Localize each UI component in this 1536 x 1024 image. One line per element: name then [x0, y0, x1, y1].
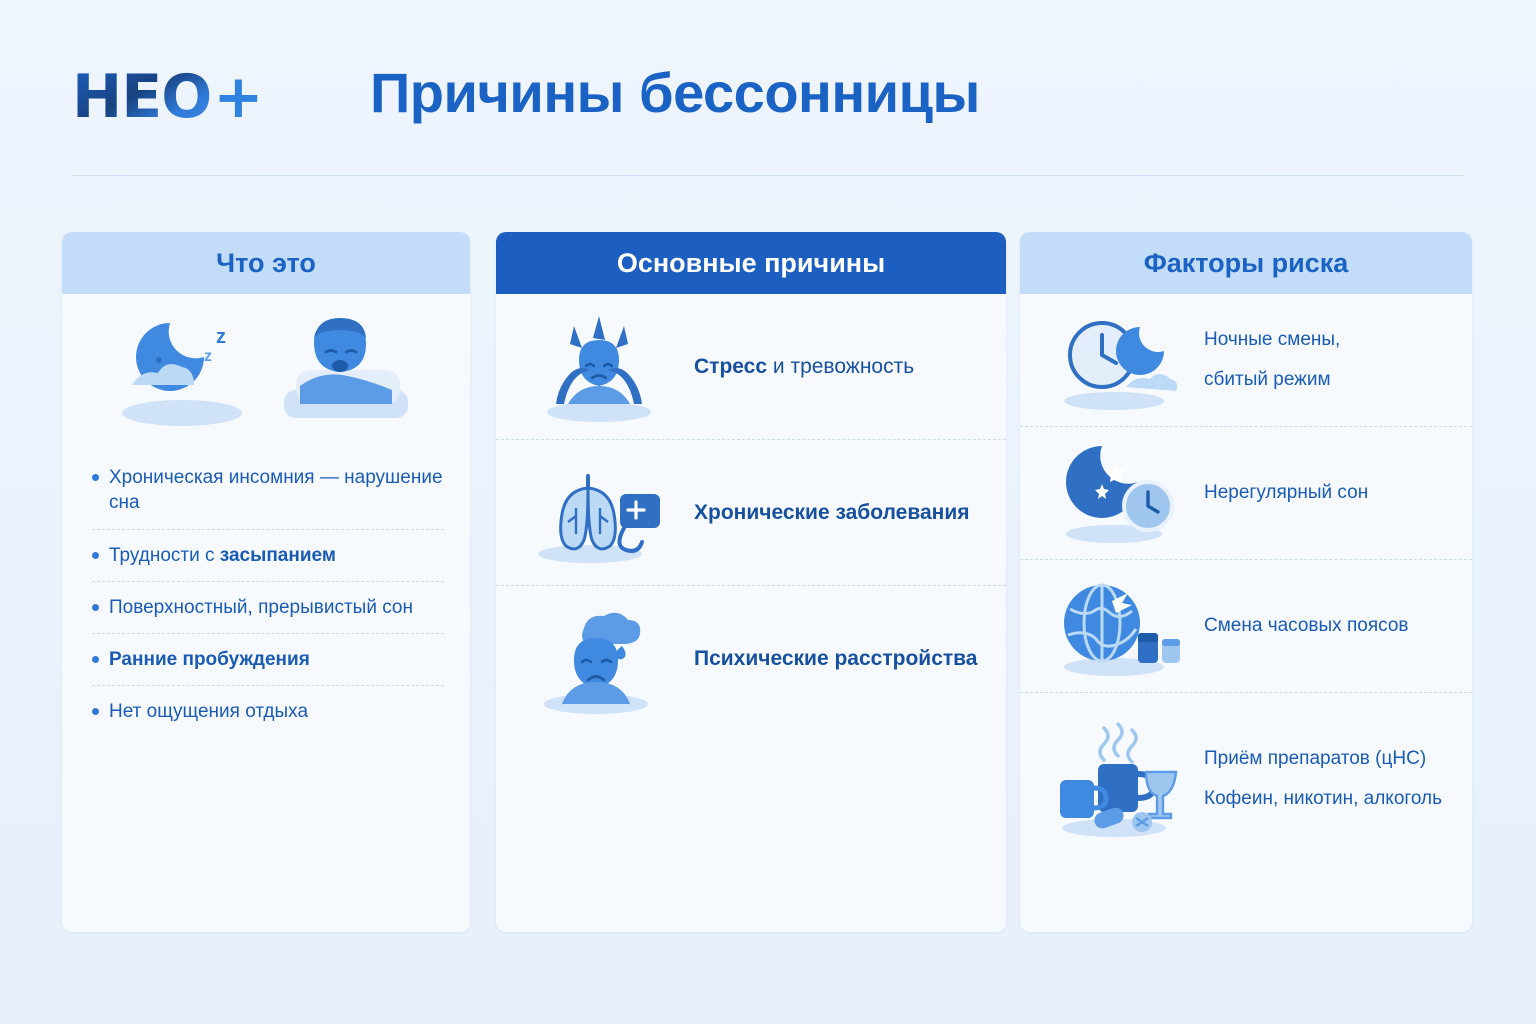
bullet-dot-icon [92, 474, 99, 481]
card-risk-factors-title: Факторы риска [1020, 232, 1472, 294]
coffee-wine-pills-icon [1040, 718, 1192, 840]
risk-text [1204, 745, 1442, 812]
logo-plus-icon: + [213, 62, 264, 132]
cause-label-rest: и тревожность [767, 354, 915, 378]
risk-row [1020, 560, 1472, 693]
globe-pills-icon [1040, 573, 1192, 679]
card-main-causes-body [496, 294, 1006, 932]
risk-text-line1: Приём препаратов (цНС) [1204, 748, 1427, 770]
bullet-dot-icon [92, 656, 99, 663]
cause-label [694, 645, 977, 672]
list-item [92, 634, 444, 686]
brand-logo [72, 62, 312, 132]
columns-container [0, 232, 1536, 938]
cause-label-bold: Стресс [694, 354, 768, 378]
card-what-is [62, 232, 470, 932]
stressed-head-icon [518, 308, 680, 426]
what-is-illustration [62, 294, 470, 452]
clock-moon-icon [1040, 307, 1192, 413]
list-item [92, 530, 444, 582]
list-item-label: Ранние пробуждения [109, 649, 310, 671]
cause-label-bold: Хронические заболевания [694, 500, 970, 524]
cause-label-bold: Психические расстройства [694, 647, 978, 671]
page-title: Причины бессонницы [370, 61, 980, 124]
risk-row [1020, 427, 1472, 560]
header-divider [72, 175, 1464, 176]
risk-text-line2: Кофеин, никотин, алкоголь [1204, 788, 1443, 809]
cause-label [694, 499, 969, 526]
risk-text-line1: Смена часовых поясов [1204, 615, 1409, 637]
list-item [92, 686, 444, 737]
risk-row [1020, 693, 1472, 865]
sleeping-person-icon [270, 308, 420, 438]
cause-row [496, 294, 1006, 440]
card-what-is-title: Что это [62, 232, 470, 294]
sad-face-cloud-icon [518, 600, 680, 718]
card-what-is-body [62, 294, 470, 932]
svg-text:z: z [204, 348, 212, 365]
list-item [92, 582, 444, 634]
bullet-dot-icon [92, 552, 99, 559]
risk-row [1020, 294, 1472, 427]
list-item-label: Хроническая инсомния — нарушение сна [109, 467, 443, 514]
logo-wordmark: HEO [72, 62, 212, 132]
list-item-label: Нет ощущения отдыха [109, 701, 309, 723]
risk-text [1204, 326, 1340, 393]
moon-stars-clock-icon [1040, 440, 1192, 546]
cause-label [694, 353, 914, 380]
cause-row [496, 440, 1006, 586]
svg-text:z: z [216, 326, 226, 348]
list-item [92, 452, 444, 530]
moon-zzz-icon [112, 313, 262, 433]
bullet-dot-icon [92, 708, 99, 715]
risk-text-line1: Ночные смены, [1204, 329, 1341, 351]
risk-text [1204, 612, 1408, 640]
what-is-list [62, 452, 470, 738]
card-risk-factors-body [1020, 294, 1472, 932]
lungs-monitor-icon [518, 458, 680, 568]
card-main-causes-title: Основные причины [496, 232, 1006, 294]
page-header [0, 0, 1536, 178]
cause-row [496, 586, 1006, 732]
risk-text [1204, 479, 1368, 507]
risk-text-line2: сбитый режим [1204, 369, 1331, 390]
card-main-causes [496, 232, 1006, 932]
card-risk-factors [1020, 232, 1472, 932]
list-item-label: Поверхностный, прерывистый сон [109, 596, 413, 618]
bullet-dot-icon [92, 604, 99, 611]
risk-text-line1: Нерегулярный сон [1204, 482, 1369, 504]
list-item-label: Трудности с засыпанием [109, 544, 336, 566]
